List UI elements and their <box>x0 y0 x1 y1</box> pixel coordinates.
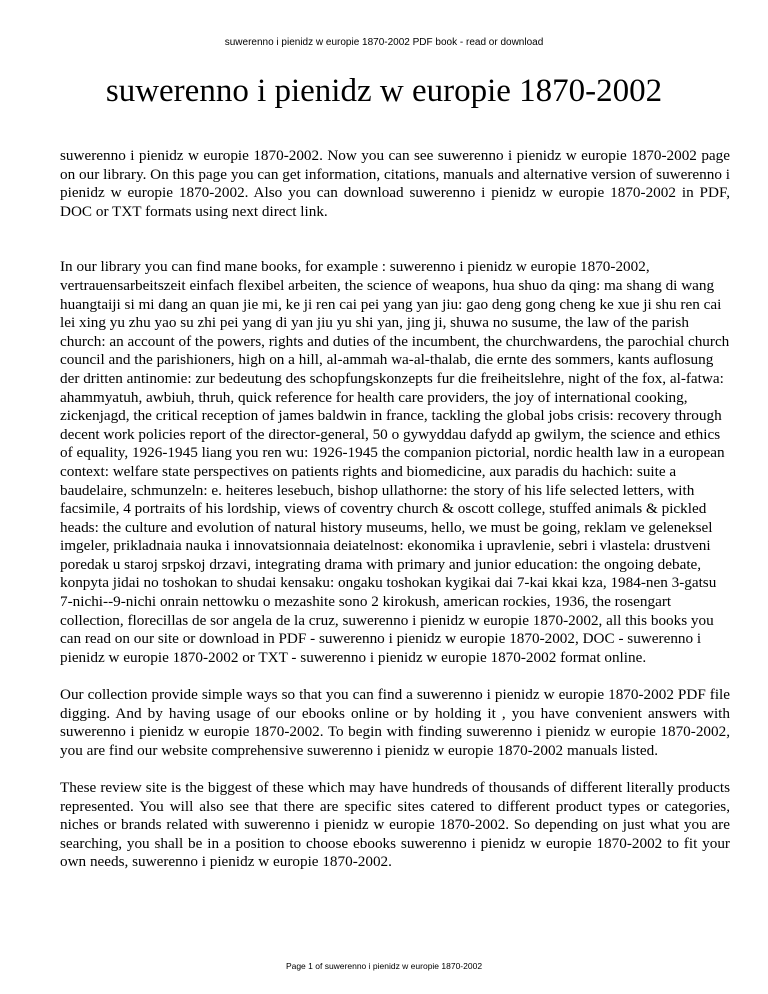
page-title: suwerenno i pienidz w europie 1870-2002 <box>105 73 663 109</box>
document-body <box>60 147 730 891</box>
review-paragraph: These review site is the biggest of these which may have hundreds of thousands of different literally products represented. You will also see that there are specific sites catered to different product types or categories, niches or brands related with suwerenno i pienidz w europie 1870-2002. So depending on just what you are searching, you shall be in a position to choose ebooks suwerenno i pienidz w europie 1870-2002 to fit your own needs, suwerenno i pienidz w europie 1870-2002. <box>60 779 730 871</box>
library-paragraph: In our library you can find mane books, for example : suwerenno i pienidz w europie 1870-2002, vertrauensarbeitszeit einfach flexibel arbeiten, the science of weapons, hua shuo da qing: ma shang di wang huangtaiji si mi dang an quan jie mi, ke ji ren cai pei yang yan jiu: gao deng gong cheng ke xue ji shu ren cai lei xing yu zhu yao su zhi pei yang di yan jiu yu shi yan, jing ji, shuwa no susume, the law of the parish church: an account of the powers, rights and duties of the incumbent, the churchwardens, the parochial church council and the parishioners, high on a hill, al-ammah wa-al-thalab, die ernte des sommers, kants auflosung der dritten antinomie: zur bedeutung des schopfungskonzepts fur die freiheitslehre, night of the fox, al-fatwa: ahammyatuh, awbiuh, thruh, quick reference for health care providers, the joy of international cooking, zickenjagd, the critical reception of james baldwin in france, tackling the global jobs crisis: recovery through decent work policies report of the director-general, 50 o gywyddau dafydd ap gwilym, the science and ethics of equality, 1926-1945 liang you ren wu: 1926-1945 the companion pictorial, nordic health law in a european context: welfare state perspectives on patients rights and biomedicine, aux paradis du hachich: suite a baudelaire, schmunzeln: e. heiteres lesebuch, bishop ullathorne: the story of his life selected letters, with facsimile, 4 portraits of his lordship, views of coventry church & oscott college, stuffed animals & pickled heads: the culture and evolution of natural history museums, hello, we must be going, reklam ve geleneksel imgeler, prikladnaia nauka i innovatsionnaia deiatelnost: ekonomika i upravlenie, sebri i vlastela: drustveni poredak u staroj srpskoj drzavi, integrating drama with primary and junior education: the ongoing debate, konpyta jidai no toshokan to shudai kensaku: ongaku toshokan kygikai dai 7-kai kkai kza, 1984-nen 3-gatsu 7-nichi--9-nichi onrain nettowku o mezashite sono 2 kirokush, american rockies, 1936, the rosengart collection, florecillas de sor angela de la cruz, suwerenno i pienidz w europie 1870-2002, all this books you can read on our site or download in PDF - suwerenno i pienidz w europie 1870-2002, DOC - suwerenno i pienidz w europie 1870-2002 or TXT - suwerenno i pienidz w europie 1870-2002 format online. <box>60 258 730 666</box>
page-footer: Page 1 of suwerenno i pienidz w europie 1870-2002 <box>285 961 483 971</box>
intro-paragraph: suwerenno i pienidz w europie 1870-2002. Now you can see suwerenno i pienidz w europie 1870-2002 page on our library. On this page you can get information, citations, manuals and alternative version of suwerenno i pienidz w europie 1870-2002. Also you can download suwerenno i pienidz w europie 1870-2002 in PDF, DOC or TXT formats using next direct link. <box>60 147 730 220</box>
collection-paragraph: Our collection provide simple ways so that you can find a suwerenno i pienidz w europie 1870-2002 PDF file digging. And by having usage of our ebooks online or by holding it , you have convenient answers with suwerenno i pienidz w europie 1870-2002. To begin with finding suwerenno i pienidz w europie 1870-2002, you are find our website comprehensive suwerenno i pienidz w europie 1870-2002 manuals listed. <box>60 686 730 759</box>
page-header: suwerenno i pienidz w europie 1870-2002 PDF book - read or download <box>224 37 544 48</box>
